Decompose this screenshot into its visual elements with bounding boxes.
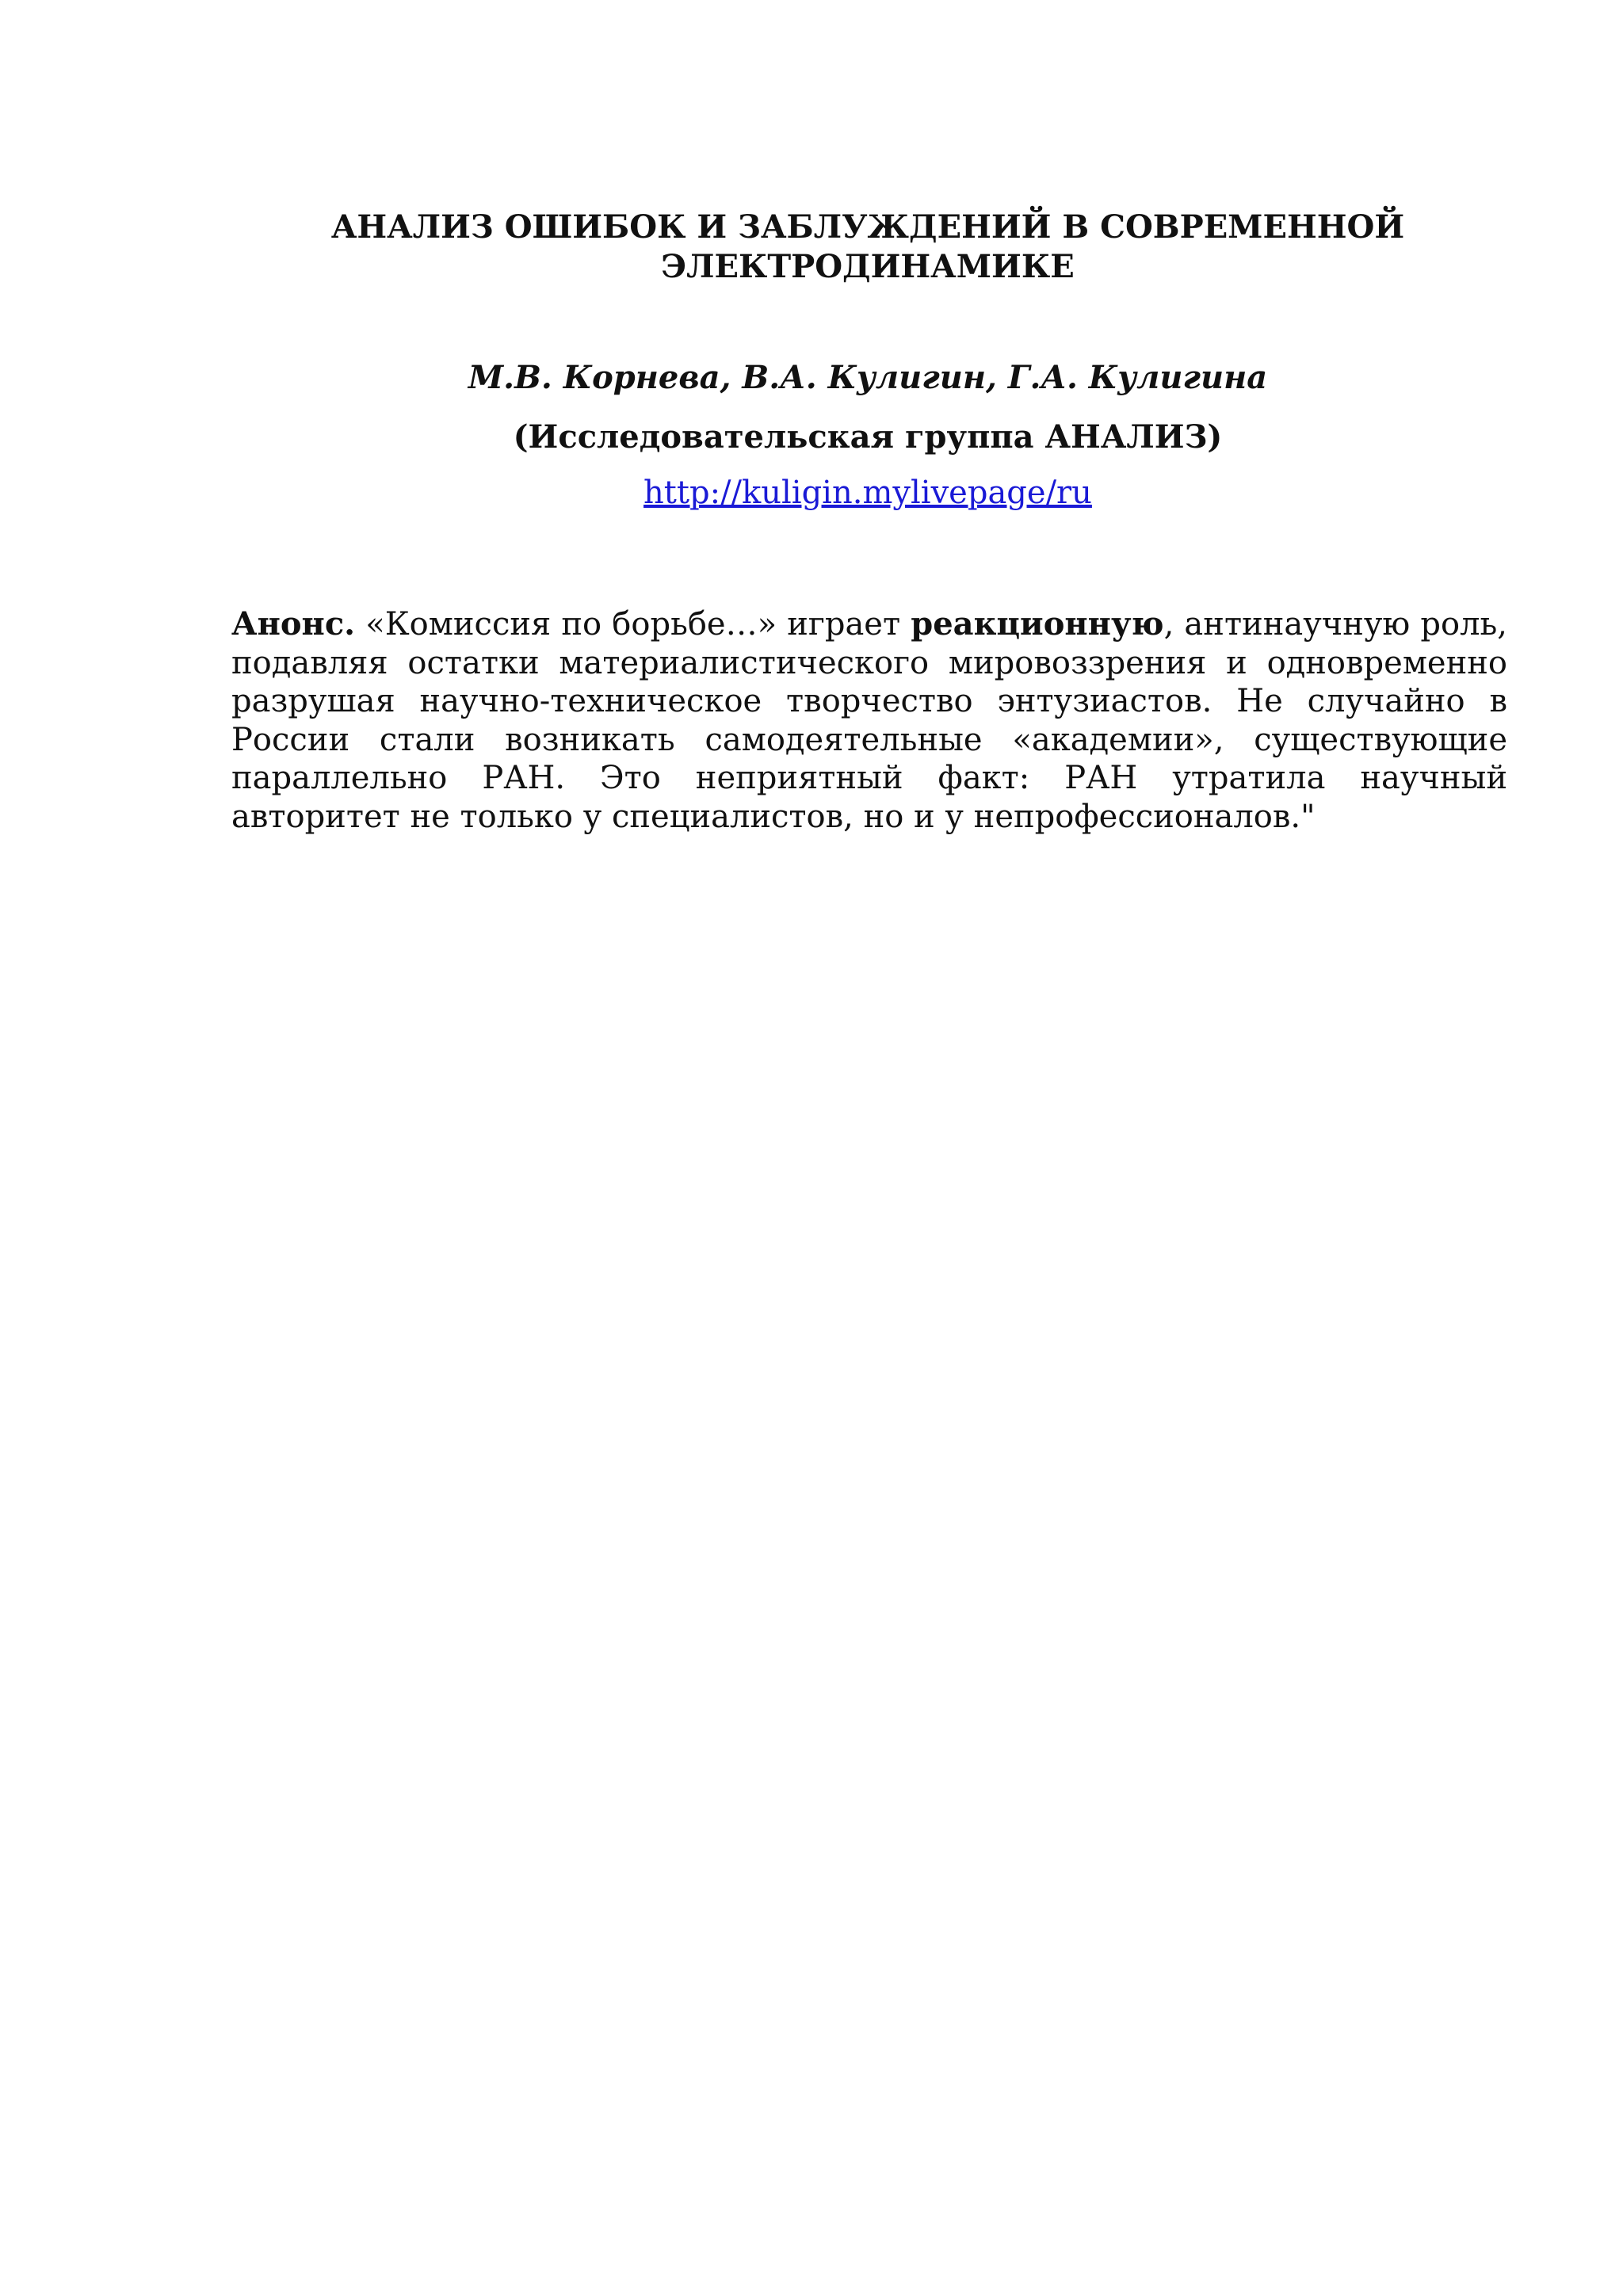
title-line-1: АНАЛИЗ ОШИБОК И ЗАБЛУЖДЕНИЙ В СОВРЕМЕННОЙ — [330, 208, 1405, 246]
abstract-text-before: «Комиссия по борьбе…» играет — [355, 606, 911, 643]
abstract-text-after: , антинаучную роль, подавляя остатки материалистического мировоззрения и одновременно разрушая научно-техническое творчество энтузиастов. Не случайно в России стали возникать самодеятельные «академии», существующие параллельно РАН. Это неприятный факт: РАН утратила научный авторитет не только у специалистов, но и у непрофессионалов." — [231, 606, 1507, 835]
abstract-label: Анонс. — [231, 605, 356, 643]
website-link-container — [301, 473, 1434, 513]
abstract-emphasis: реакционную — [911, 605, 1164, 643]
authors: М.В. Корнева, В.А. Кулигин, Г.А. Кулигина — [468, 359, 1268, 396]
document-title — [301, 208, 1434, 287]
abstract-paragraph — [231, 605, 1507, 837]
title-line-2: ЭЛЕКТРОДИНАМИКЕ — [661, 248, 1075, 285]
research-group: (Исследовательская группа АНАЛИЗ) — [513, 418, 1223, 456]
website-link[interactable]: http://kuligin.mylivepage/ru — [643, 475, 1092, 511]
